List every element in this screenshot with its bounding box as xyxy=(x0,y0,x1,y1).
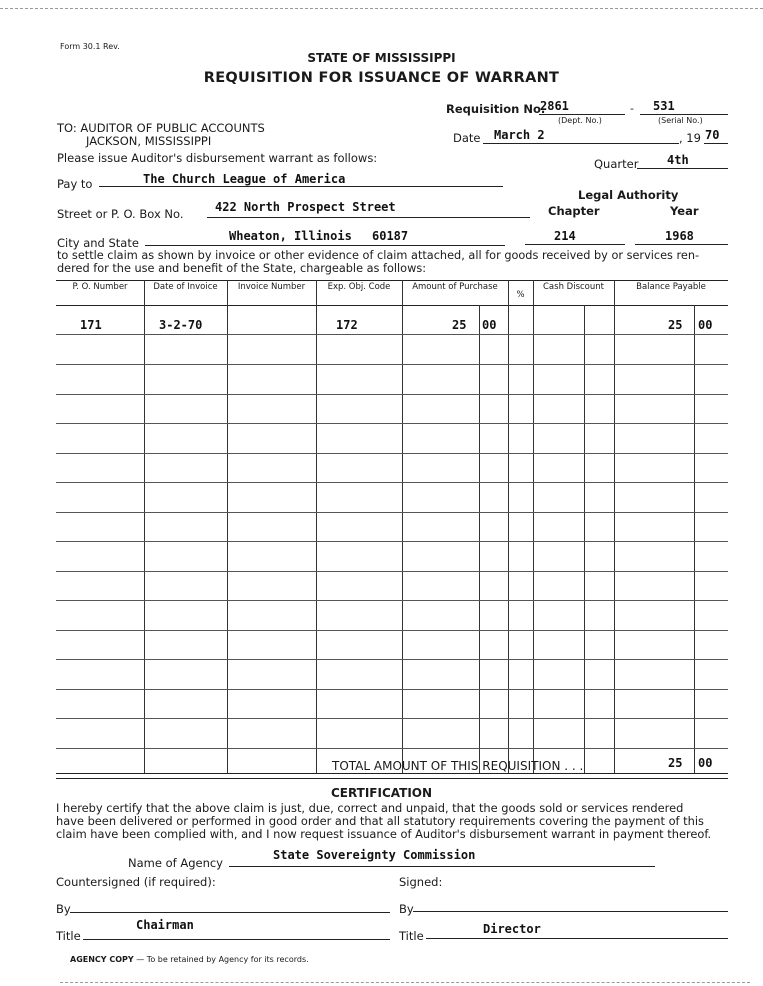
chapter-line xyxy=(525,244,625,245)
certification-title: CERTIFICATION xyxy=(330,786,433,800)
table-bottom-border xyxy=(56,773,728,774)
right-title-value: Director xyxy=(483,922,541,936)
certification-divider xyxy=(56,778,728,779)
header-exp-obj-code: Exp. Obj. Code xyxy=(327,282,391,292)
row-exp-obj-code: 172 xyxy=(336,318,358,332)
quarter-value: 4th xyxy=(667,153,689,167)
col-divider-cents-3 xyxy=(694,305,695,773)
pay-to-label: Pay to xyxy=(57,177,93,191)
dept-no-value: 2861 xyxy=(540,99,569,113)
row-line xyxy=(56,512,728,513)
legal-authority-label: Legal Authority xyxy=(578,188,679,202)
row-balance-cents: 00 xyxy=(698,318,713,332)
agency-value: State Sovereignty Commission xyxy=(273,848,476,862)
col-divider-cents-2 xyxy=(584,305,585,773)
chapter-label: Chapter xyxy=(548,204,600,218)
pay-to-line xyxy=(99,186,503,187)
row-line xyxy=(56,541,728,542)
row-line xyxy=(56,423,728,424)
certification-line3: claim have been complied with, and I now request issuance of Auditor's disbursement warrant in payment thereof. xyxy=(56,827,712,841)
footer-note xyxy=(70,955,309,964)
settle-claim-text-2: dered for the use and benefit of the State, chargeable as follows: xyxy=(57,262,427,275)
top-edge-dash xyxy=(0,8,763,9)
table-header-border xyxy=(56,305,728,306)
certification-line1: I hereby certify that the above claim is just, due, correct and unpaid, that the goods sold or services rendered xyxy=(56,801,684,815)
state-heading: STATE OF MISSISSIPPI xyxy=(307,51,456,65)
bottom-edge-dash xyxy=(60,982,750,983)
left-title-value: Chairman xyxy=(136,918,194,932)
header-balance-payable: Balance Payable xyxy=(636,282,706,292)
date-value: March 2 xyxy=(494,128,545,142)
col-divider-2 xyxy=(227,280,228,773)
left-by-line xyxy=(70,912,390,913)
row-date-of-invoice: 3-2-70 xyxy=(159,318,203,332)
row-line xyxy=(56,718,728,719)
right-title-line xyxy=(426,938,728,939)
footer-agency-copy: AGENCY COPY xyxy=(70,955,134,964)
col-divider-1 xyxy=(144,280,145,773)
col-divider-6 xyxy=(533,280,534,773)
agency-label: Name of Agency xyxy=(128,856,223,870)
street-line xyxy=(207,217,530,218)
settle-claim-text-1: to settle claim as shown by invoice or other evidence of claim attached, all for goods received by or services ren- xyxy=(57,249,700,262)
row-amount-cents: 00 xyxy=(482,318,497,332)
claim-table xyxy=(56,280,728,773)
col-divider-3 xyxy=(316,280,317,773)
row-line xyxy=(56,453,728,454)
pay-to-value: The Church League of America xyxy=(143,172,346,186)
form-number: Form 30.1 Rev. xyxy=(60,42,120,51)
row-line xyxy=(56,748,728,749)
header-po-number: P. O. Number xyxy=(72,282,128,292)
date-line xyxy=(483,143,679,144)
dept-no-caption: (Dept. No.) xyxy=(558,116,602,125)
year-label: Year xyxy=(670,204,699,218)
city-value: Wheaton, Illinois xyxy=(229,229,352,243)
row-line xyxy=(56,689,728,690)
serial-no-caption: (Serial No.) xyxy=(658,116,703,125)
left-title-line xyxy=(83,939,390,940)
row-line xyxy=(56,571,728,572)
row-amount-dollars: 25 xyxy=(452,318,467,332)
year-line xyxy=(635,244,728,245)
date-year-value: 70 xyxy=(705,128,720,142)
city-label: City and State xyxy=(57,236,139,250)
header-invoice-number: Invoice Number xyxy=(237,282,306,292)
city-line xyxy=(145,245,505,246)
col-divider-5 xyxy=(508,280,509,773)
row-line xyxy=(56,482,728,483)
left-by-label: By xyxy=(56,902,71,916)
header-amount-of-purchase: Amount of Purchase xyxy=(412,282,498,292)
serial-no-line xyxy=(640,114,728,115)
row-balance-dollars: 25 xyxy=(668,318,683,332)
total-label: TOTAL AMOUNT OF THIS REQUISITION . . . xyxy=(332,759,584,773)
certification-line2: have been delivered or performed in good order and that all statutory requirements covering the payment of this xyxy=(56,814,704,828)
quarter-label: Quarter xyxy=(594,157,639,171)
right-by-label: By xyxy=(399,902,414,916)
agency-line xyxy=(229,866,655,867)
signed-label: Signed: xyxy=(399,875,443,889)
header-percent: % xyxy=(516,290,525,300)
col-divider-4 xyxy=(402,280,403,773)
to-auditor-line2: JACKSON, MISSISSIPPI xyxy=(86,134,212,148)
street-label: Street or P. O. Box No. xyxy=(57,207,184,221)
table-top-border xyxy=(56,280,728,281)
form-title: REQUISITION FOR ISSUANCE OF WARRANT xyxy=(203,70,560,86)
row-line xyxy=(56,394,728,395)
footer-retain-text: — To be retained by Agency for its records. xyxy=(133,955,309,964)
col-divider-7 xyxy=(614,280,615,773)
row-po-number: 171 xyxy=(80,318,102,332)
row-line xyxy=(56,659,728,660)
year-value: 1968 xyxy=(665,229,694,243)
right-title-label: Title xyxy=(399,929,424,943)
total-dollars: 25 xyxy=(668,756,683,770)
header-cash-discount: Cash Discount xyxy=(543,282,604,292)
to-auditor-line1: TO: AUDITOR OF PUBLIC ACCOUNTS xyxy=(57,121,265,135)
row-line xyxy=(56,334,728,335)
requisition-dash: - xyxy=(630,102,634,115)
quarter-line xyxy=(637,168,728,169)
please-issue-text: Please issue Auditor's disbursement warrant as follows: xyxy=(57,151,378,165)
requisition-label: Requisition No. xyxy=(446,102,546,116)
chapter-value: 214 xyxy=(554,229,576,243)
date-label: Date xyxy=(453,131,481,145)
left-title-label: Title xyxy=(56,929,81,943)
date-year-prefix: , 19 xyxy=(679,131,701,145)
total-cents: 00 xyxy=(698,756,713,770)
dept-no-line xyxy=(539,114,625,115)
right-by-line xyxy=(413,911,728,912)
row-line xyxy=(56,600,728,601)
serial-no-value: 531 xyxy=(653,99,675,113)
col-divider-cents-1 xyxy=(479,305,480,773)
date-year-line xyxy=(704,143,728,144)
countersigned-label: Countersigned (if required): xyxy=(56,875,216,889)
header-date-of-invoice: Date of Invoice xyxy=(153,282,218,292)
row-line xyxy=(56,364,728,365)
zip-value: 60187 xyxy=(372,229,409,243)
street-value: 422 North Prospect Street xyxy=(215,200,396,214)
row-line xyxy=(56,630,728,631)
